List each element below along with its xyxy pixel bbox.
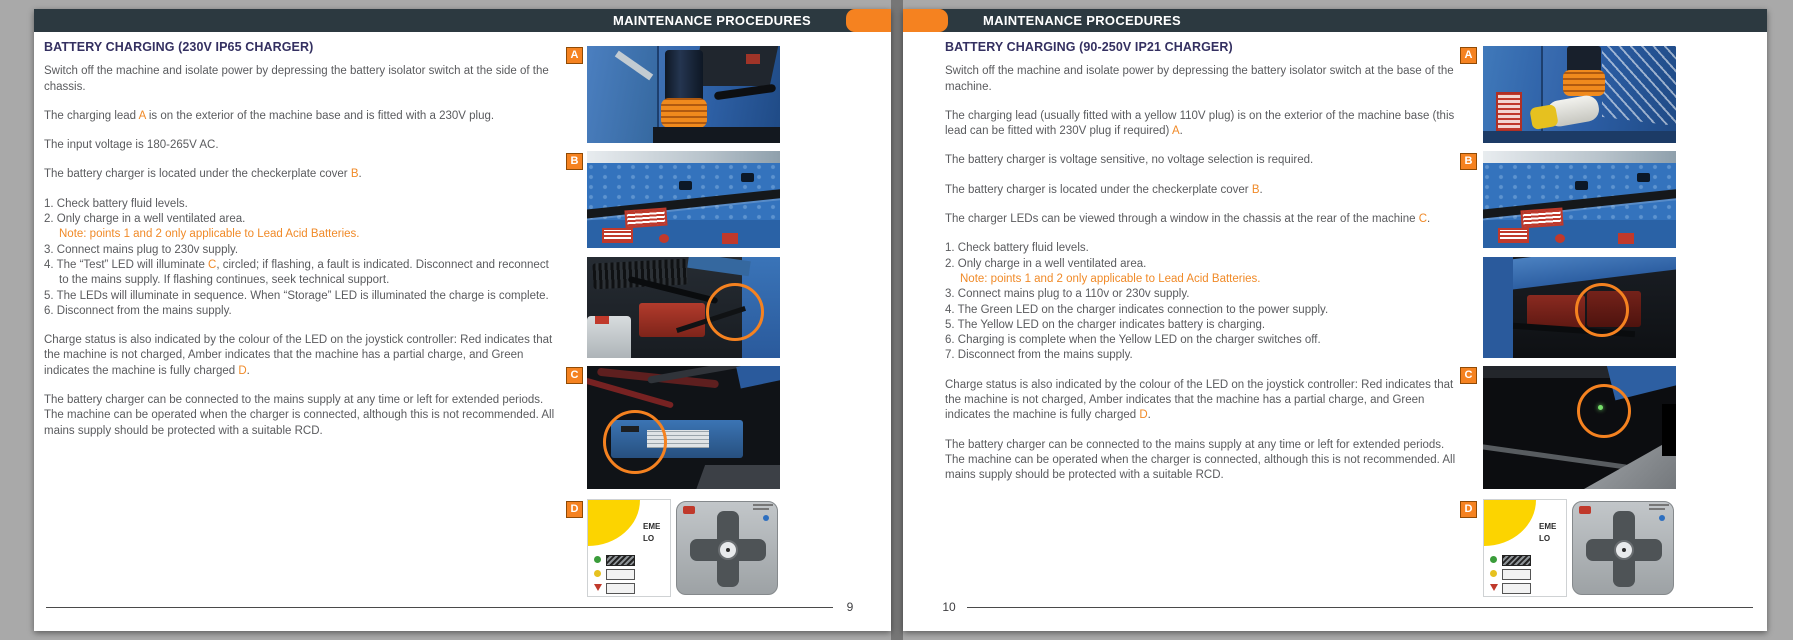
background-strip	[587, 151, 780, 163]
figure-label-b: B	[566, 153, 583, 170]
rod	[1483, 443, 1627, 469]
paragraph: Charge status is also indicated by the colour of the LED on the joystick controller: Red indicates that the machine is not charged, Amber indicates that the machine has a partial charge, and Green indicates the machine is fully charged D.	[44, 334, 553, 377]
list-item: 5. The Yellow LED on the charger indicates battery is charging.	[945, 318, 1266, 331]
tiny-label-line	[1649, 504, 1669, 506]
cover-slot	[1637, 173, 1650, 182]
paragraph: The battery charger can be connected to the mains supply at any time or left for extended periods. The machine can be operated when the charger is connected, although this is not recommended. All mains supply should be protected with a suitable RCD.	[945, 438, 1456, 482]
lead-reel	[665, 50, 703, 102]
paragraph: The charger LEDs can be viewed through a window in the chassis at the rear of the machine C.	[945, 213, 1431, 226]
page-header	[903, 9, 1767, 32]
led-legend-panel	[587, 499, 671, 597]
photo-charger-test-led	[587, 366, 780, 489]
blue-frame	[736, 366, 780, 389]
list-item: 4. The Green LED on the charger indicates connection to the power supply.	[945, 303, 1329, 316]
footer-rule	[967, 607, 1753, 608]
red-button	[1555, 234, 1565, 243]
legend-text: EME	[643, 522, 661, 531]
figure-label-b: B	[1460, 153, 1477, 170]
warning-sticker	[602, 228, 633, 243]
warning-sticker	[1498, 228, 1529, 243]
legend-text: LO	[1539, 534, 1551, 543]
list-item: 6. Disconnect from the mains supply.	[44, 304, 232, 317]
red-button	[1579, 506, 1591, 514]
paragraph: The input voltage is 180-265V AC.	[44, 139, 219, 152]
cover-slot	[679, 181, 692, 190]
tiny-label-line	[753, 508, 769, 510]
tiny-label-line	[1649, 508, 1665, 510]
list-item: 2. Only charge in a well ventilated area.	[44, 213, 246, 226]
paragraph: Switch off the machine and isolate power by depressing the battery isolator switch at the side of the chassis.	[44, 65, 549, 93]
warning-sticker	[1520, 208, 1563, 229]
red-arrow-icon	[594, 584, 602, 591]
figure-label-a: A	[566, 47, 583, 64]
list-item: 2. Only charge in a well ventilated area.	[945, 257, 1147, 270]
yellow-led-icon	[594, 570, 601, 577]
header-orange-tab	[846, 9, 891, 32]
checkerplate-block	[1602, 46, 1676, 126]
page-number: 9	[846, 600, 854, 614]
reservoir	[587, 316, 631, 358]
cable	[714, 84, 777, 101]
legend-box	[606, 583, 635, 594]
page-header-title: MAINTENANCE PROCEDURES	[612, 13, 811, 28]
text-column	[44, 40, 556, 453]
yellow-110v-plug	[1529, 104, 1558, 130]
warning-sticker	[1496, 92, 1522, 132]
paragraph: Switch off the machine and isolate power by depressing the battery isolator switch at the base of the machine.	[945, 65, 1454, 93]
note-line: Note: points 1 and 2 only applicable to Lead Acid Batteries.	[59, 228, 360, 241]
list-item: 1. Check battery fluid levels.	[945, 242, 1089, 255]
list-item: 4. The “Test” LED will illuminate C, circled; if flashing, a fault is indicated. Disconnect and reconnect to the mains supply. If flashing continues, seek technical support.	[44, 258, 549, 287]
list-item: 3. Connect mains plug to 230v supply.	[44, 243, 239, 256]
legend-text: EME	[1539, 522, 1557, 531]
list-item: 3. Connect mains plug to a 110v or 230v supply.	[945, 288, 1190, 301]
list-item: 6. Charging is complete when the Yellow LED on the charger switches off.	[945, 334, 1321, 347]
cover-slot	[741, 173, 754, 182]
blue-frame	[687, 257, 750, 276]
list-item: 7. Disconnect from the mains supply.	[945, 349, 1133, 362]
list-item: 5. The LEDs will illuminate in sequence. When “Storage” LED is illuminated the charge is complete.	[44, 289, 549, 302]
yellow-quadrant	[588, 500, 640, 546]
note-line: Note: points 1 and 2 only applicable to Lead Acid Batteries.	[960, 272, 1261, 285]
photo-battery-bay	[1483, 257, 1676, 358]
section-title: BATTERY CHARGING (90-250V IP21 CHARGER)	[945, 40, 1233, 54]
photo-battery-bay	[587, 257, 780, 358]
tiny-label-line	[753, 504, 773, 506]
red-cap	[595, 316, 609, 324]
legend-box	[606, 569, 635, 580]
red-button	[683, 506, 695, 514]
page-header	[34, 9, 891, 32]
photo-checkerplate-cover	[587, 151, 780, 248]
blue-button	[1659, 515, 1665, 521]
cover-slot	[1575, 181, 1588, 190]
joystick-hub-dot	[1622, 548, 1626, 552]
legend-box	[1502, 555, 1531, 566]
highlight-circle	[1575, 283, 1629, 337]
page-number: 10	[942, 600, 956, 614]
orange-coiled-lead	[661, 98, 707, 128]
figure-label-d: D	[566, 501, 583, 518]
legend-box	[1502, 569, 1531, 580]
legend-text: LO	[643, 534, 655, 543]
machine-body	[692, 46, 779, 86]
figure-label-c: C	[566, 367, 583, 384]
highlight-circle	[603, 410, 667, 474]
paragraph: The charging lead (usually fitted with a yellow 110V plug) is on the exterior of the machine base (this lead can be fitted with 230V plug if required) A.	[945, 109, 1455, 138]
photo-charging-lead-exterior	[587, 46, 780, 143]
section-title: BATTERY CHARGING (230V IP65 CHARGER)	[44, 40, 314, 54]
yellow-quadrant	[1484, 500, 1536, 546]
chassis-shadow	[653, 127, 780, 143]
red-decal	[1618, 233, 1634, 244]
diagram-joystick-controller	[1483, 499, 1676, 597]
text-column	[945, 40, 1457, 498]
green-led-icon	[594, 556, 601, 563]
battery	[639, 303, 705, 337]
photo-checkerplate-cover	[1483, 151, 1676, 248]
header-orange-tab	[903, 9, 948, 32]
paragraph: The battery charger can be connected to the mains supply at any time or left for extended periods. The machine can be operated when the charger is connected, although this is not recommended. All mains supply should be protected with a suitable RCD.	[44, 394, 555, 437]
footer-rule	[46, 607, 833, 608]
floor-surface	[695, 465, 780, 489]
green-led-indicator	[1598, 405, 1603, 410]
legend-box	[1502, 583, 1531, 594]
photo-charger-led-window	[1483, 366, 1676, 489]
red-decal	[722, 233, 738, 244]
figure-label-d: D	[1460, 501, 1477, 518]
red-detail	[746, 54, 760, 64]
red-arrow-icon	[1490, 584, 1498, 591]
yellow-led-icon	[1490, 570, 1497, 577]
paragraph: The charging lead A is on the exterior of the machine base and is fitted with a 230V plug.	[44, 109, 495, 122]
figure-label-c: C	[1460, 367, 1477, 384]
blue-frame	[1483, 257, 1513, 358]
green-led-icon	[1490, 556, 1497, 563]
page-9	[34, 9, 891, 631]
paragraph: Charge status is also indicated by the colour of the LED on the joystick controller: Red indicates that the machine is not charged, Amber indicates that the machine has a partial charge, and Green indicates the machine is fully charged D.	[945, 378, 1454, 422]
chassis-shadow	[1662, 404, 1676, 456]
red-button	[659, 234, 669, 243]
page-gutter	[891, 0, 903, 640]
page-10	[903, 9, 1767, 631]
list-item: 1. Check battery fluid levels.	[44, 197, 188, 210]
diagram-joystick-controller	[587, 499, 780, 597]
figure-label-a: A	[1460, 47, 1477, 64]
highlight-circle	[706, 283, 764, 341]
joystick-hub-dot	[726, 548, 730, 552]
photo-charging-lead-yellow-plug	[1483, 46, 1676, 143]
orange-coiled-lead	[1563, 70, 1605, 96]
chassis-shadow	[1483, 131, 1676, 143]
legend-box	[606, 555, 635, 566]
background-strip	[1483, 151, 1676, 163]
led-legend-panel	[1483, 499, 1567, 597]
warning-sticker	[624, 208, 667, 229]
paragraph: The battery charger is located under the checkerplate cover B.	[945, 183, 1263, 196]
paragraph: The battery charger is located under the checkerplate cover B.	[44, 168, 362, 181]
highlight-circle	[1577, 384, 1631, 438]
page-header-title: MAINTENANCE PROCEDURES	[983, 13, 1182, 28]
paragraph: The battery charger is voltage sensitive, no voltage selection is required.	[945, 154, 1314, 167]
blue-button	[763, 515, 769, 521]
